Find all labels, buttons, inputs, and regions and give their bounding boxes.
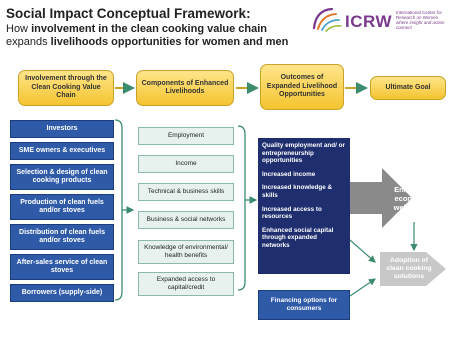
outcome-item: Increased access to resources: [262, 205, 322, 221]
value-chain-bracket: [115, 120, 122, 300]
component-capital: Expanded access to capital/credit: [138, 272, 234, 296]
goal-economic-well-being: Enhanced economic well-being: [393, 184, 431, 212]
logo-wordmark: ICRW: [345, 12, 393, 31]
financing-box: Financing options for consumers: [258, 290, 350, 320]
subtitle-text: How: [6, 23, 32, 35]
value-chain-after-sales: After-sales service of clean stoves: [10, 254, 114, 280]
adoption-arrow: [350, 279, 375, 296]
logo-tagline-text: International Center for Research on Women: [396, 10, 443, 20]
value-chain-selection: Selection & design of clean cooking products: [10, 164, 114, 190]
column-header-outcomes: Outcomes of Expanded Livelihood Opportunities: [260, 64, 344, 110]
column-header-goal: Ultimate Goal: [370, 76, 446, 100]
subtitle-text: expands: [6, 36, 51, 48]
value-chain-investors: Investors: [10, 120, 114, 138]
goal-adoption: Adoption of clean cooking solutions: [386, 257, 432, 280]
logo-motto-text: where insight and action connect: [396, 20, 445, 30]
component-knowledge: Knowledge of environmental/ health benefits: [138, 240, 234, 264]
component-networks: Business & social networks: [138, 211, 234, 229]
adoption-arrow: [350, 240, 375, 262]
component-skills: Technical & business skills: [138, 183, 234, 201]
value-chain-production: Production of clean fuels and/or stoves: [10, 194, 114, 220]
components-bracket: [238, 126, 245, 290]
column-header-value-chain: Involvement through the Clean Cooking Value Chain: [18, 70, 114, 106]
subtitle-emphasis: involvement in the clean cooking value chain: [31, 23, 268, 35]
component-employment: Employment: [138, 127, 234, 145]
value-chain-sme: SME owners & executives: [10, 142, 114, 160]
component-income: Income: [138, 155, 234, 173]
outcome-item: Quality employment and/ or entrepreneurship opportunities: [262, 142, 345, 165]
outcomes-panel: [258, 138, 350, 274]
outcome-item: Increased income: [262, 170, 316, 178]
page-title: Social Impact Conceptual Framework:: [6, 6, 251, 21]
column-header-components: Components of Enhanced Livelihoods: [136, 70, 234, 106]
outcome-item: Enhanced social capital through expanded networks: [262, 226, 334, 249]
value-chain-distribution: Distribution of clean fuels and/or stoves: [10, 224, 114, 250]
value-chain-borrowers: Borrowers (supply-side): [10, 284, 114, 302]
subtitle-emphasis: livelihoods opportunities for women and men: [50, 36, 289, 48]
outcome-item: Increased knowledge & skills: [262, 184, 332, 199]
